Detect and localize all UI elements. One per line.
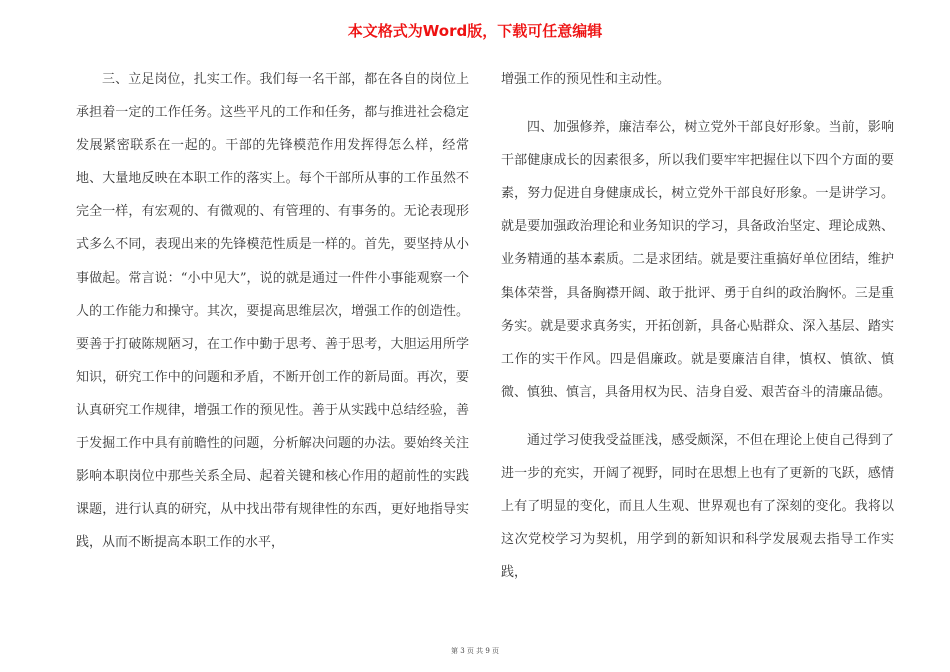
body-paragraph: 三、立足岗位，扎实工作。我们每一名干部，都在各自的岗位上承担着一定的工作任务。这些平凡的工作和任务，都与推进社会稳定发展紧密联系在一起的。干部的先锋模范作用发挥得怎么样，经常地、大量地反映在本职工作的落实上。每个干部所从事的工作虽然不完全一样，有宏观的、有微观的、有管理的、有事务的。无论表现形式多么不同，表现出来的先锋模范性质是一样的。首先，要坚持从小事做起。常言说：“小中见大”，说的就是通过一件件小事能观察一个人的工作能力和操守。其次，要提高思维层次，增强工作的创造性。要善于打破陈规陋习，在工作中勤于思考、善于思考，大胆运用所学知识，研究工作中的问题和矛盾，不断开创工作的新局面。再次，要认真研究工作规律，增强工作的预见性。善于从实践中总结经验，善于发掘工作中具有前瞻性的问题，分析解决问题的办法。要始终关注影响本职岗位中那些关系全局、起着关键和核心作用的超前性的实践课题，进行认真的研究，从中找出带有规律性的东西，更好地指导实践，从而不断提高本职工作的水平， bbox=[76, 72, 469, 551]
body-paragraph: 通过学习使我受益匪浅，感受颇深，不但在理论上使自己得到了进一步的充实，开阔了视野，同时在思想上也有了更新的飞跃，感情上有了明显的变化，而且人生观、世界观也有了深刻的变化。我将以这次党校学习为契机，用学到的新知识和科学发展观去指导工作实践， bbox=[501, 432, 894, 581]
left-text-column bbox=[76, 63, 469, 559]
page-number: 第 3 页 共 9 页 bbox=[450, 647, 500, 655]
body-paragraph-continuation: 增强工作的预见性和主动性。 bbox=[501, 72, 671, 87]
document-banner: 本文格式为Word版，下载可任意编辑 bbox=[347, 22, 603, 40]
body-paragraph: 四、加强修养，廉洁奉公，树立党外干部良好形象。当前，影响干部健康成长的因素很多，所以我们要牢牢把握住以下四个方面的要素，努力促进自身健康成长，树立党外干部良好形象。一是讲学习。就是要加强政治理论和业务知识的学习，具备政治坚定、理论成熟、业务精通的基本素质。二是求团结。就是要注重搞好单位团结，维护集体荣誉，具备胸襟开阔、敢于批评、勇于自纠的政治胸怀。三是重务实。就是要求真务实，开拓创新，具备心贴群众、深入基层、踏实工作的实干作风。四是倡廉政。就是要廉洁自律，慎权、慎欲、慎微、慎独、慎言，具备用权为民、洁身自爱、艰苦奋斗的清廉品德。 bbox=[501, 120, 894, 400]
right-text-column bbox=[501, 63, 894, 589]
